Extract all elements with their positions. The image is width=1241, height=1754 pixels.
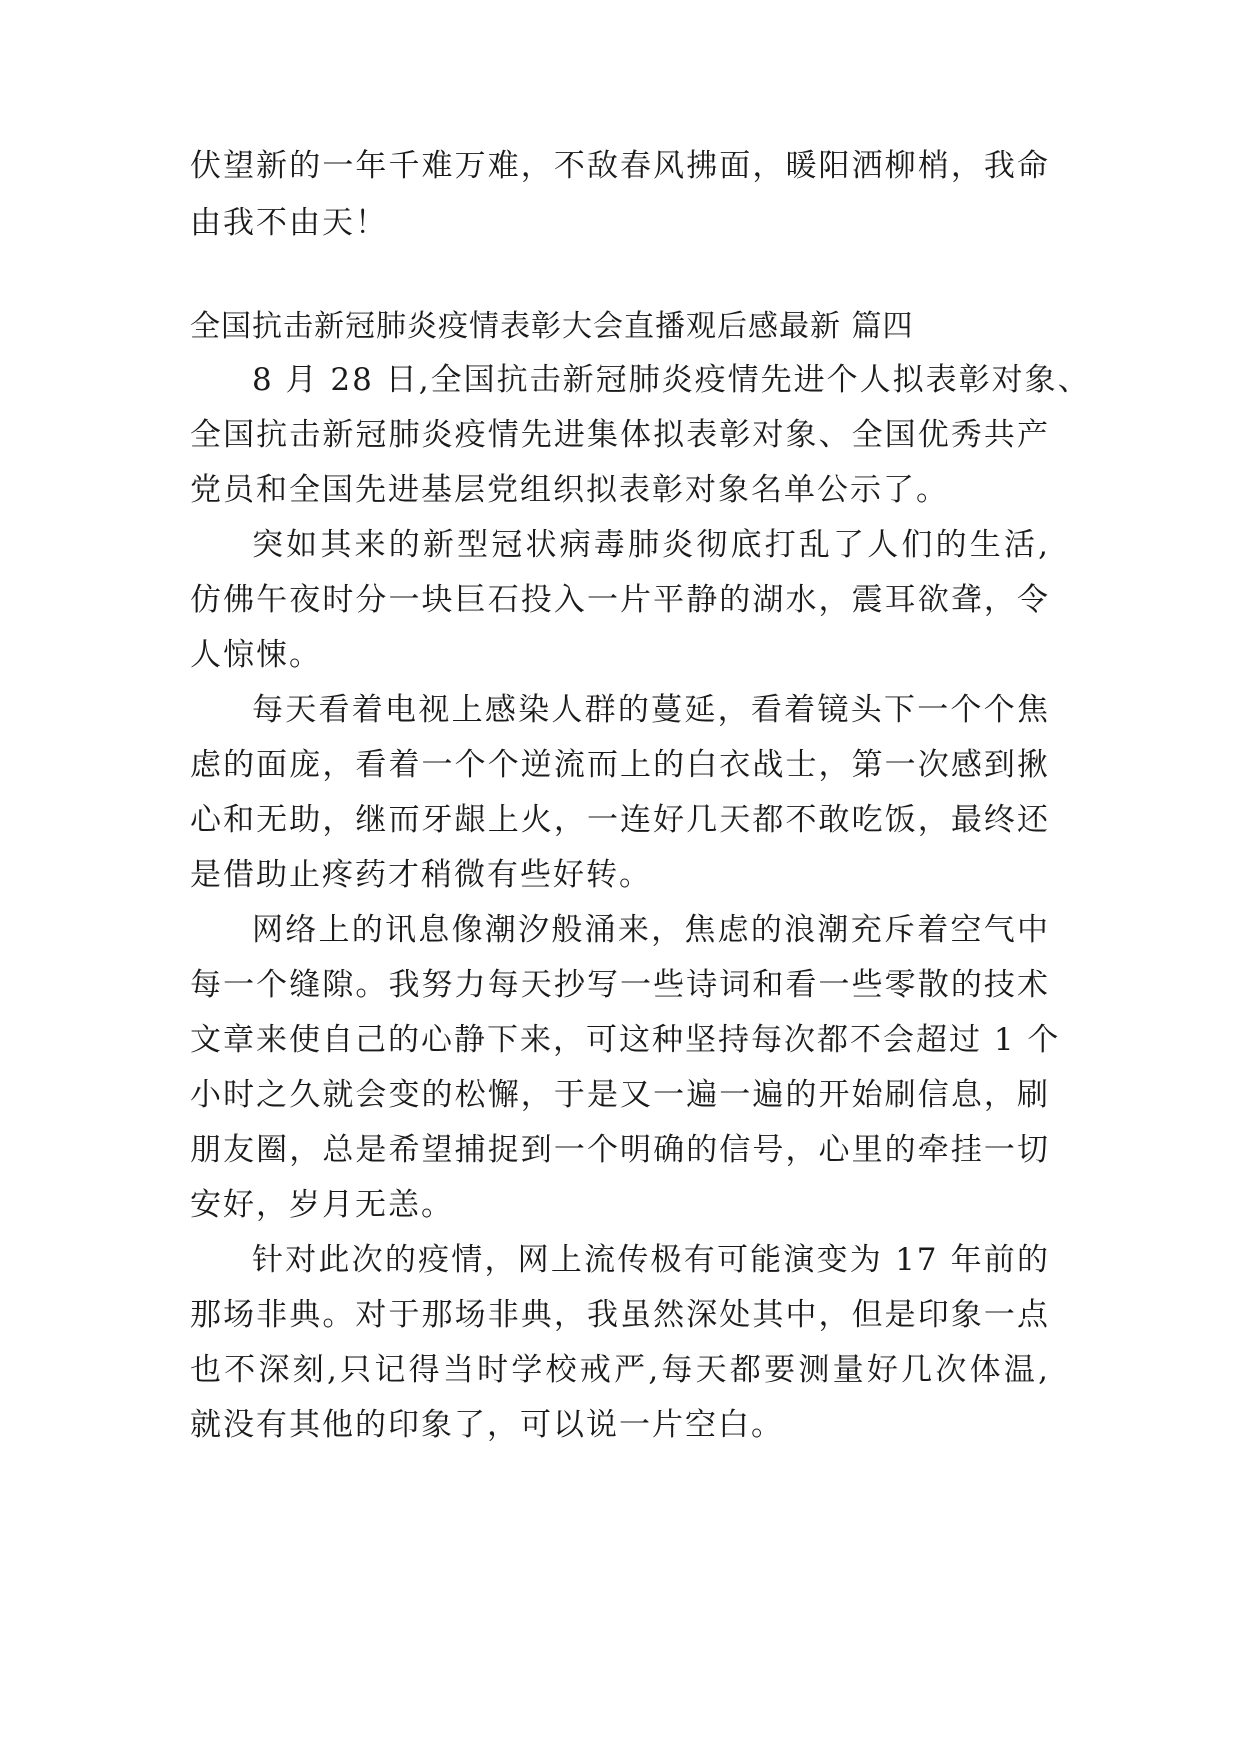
paragraph-line: 针对此次的疫情，网上流传极有可能演变为 17 年前的 [252, 1242, 1050, 1278]
paragraph-line: 朋友圈，总是希望捕捉到一个明确的信号，心里的牵挂一切 [190, 1132, 1050, 1168]
paragraph-line: 文章来使自己的心静下来，可这种坚持每次都不会超过 1 个 [190, 1022, 1061, 1058]
intro-line: 伏望新的一年千难万难，不敌春风拂面，暖阳洒柳梢，我命 [190, 148, 1050, 184]
paragraph-line: 也不深刻,只记得当时学校戒严,每天都要测量好几次体温, [190, 1352, 1050, 1388]
paragraph-line: 那场非典。对于那场非典，我虽然深处其中，但是印象一点 [190, 1297, 1050, 1333]
paragraph-line: 小时之久就会变的松懈，于是又一遍一遍的开始刷信息，刷 [190, 1077, 1050, 1113]
paragraph-line: 每天看着电视上感染人群的蔓延，看着镜头下一个个焦 [252, 692, 1050, 728]
paragraph-line: 突如其来的新型冠状病毒肺炎彻底打乱了人们的生活, [252, 527, 1050, 563]
paragraph-line: 每一个缝隙。我努力每天抄写一些诗词和看一些零散的技术 [190, 967, 1050, 1003]
paragraph-line: 党员和全国先进基层党组织拟表彰对象名单公示了。 [190, 472, 949, 508]
paragraph-line: 虑的面庞，看着一个个逆流而上的白衣战士，第一次感到揪 [190, 747, 1050, 783]
paragraph-line: 是借助止疼药才稍微有些好转。 [190, 857, 652, 893]
paragraph-line: 人惊悚。 [190, 637, 322, 673]
paragraph-line: 安好，岁月无恙。 [190, 1187, 454, 1223]
paragraph-line: 就没有其他的印象了，可以说一片空白。 [190, 1407, 784, 1443]
intro-line: 由我不由天！ [190, 205, 388, 241]
paragraph-line: 8 月 28 日,全国抗击新冠肺炎疫情先进个人拟表彰对象、 [252, 362, 1091, 398]
paragraph-line: 网络上的讯息像潮汐般涌来，焦虑的浪潮充斥着空气中 [252, 912, 1050, 948]
section-heading: 全国抗击新冠肺炎疫情表彰大会直播观后感最新 篇四 [190, 309, 914, 344]
paragraph-line: 仿佛午夜时分一块巨石投入一片平静的湖水，震耳欲聋，令 [190, 582, 1050, 618]
paragraph-line: 全国抗击新冠肺炎疫情先进集体拟表彰对象、全国优秀共产 [190, 417, 1050, 453]
paragraph-line: 心和无助，继而牙龈上火，一连好几天都不敢吃饭，最终还 [190, 802, 1050, 838]
